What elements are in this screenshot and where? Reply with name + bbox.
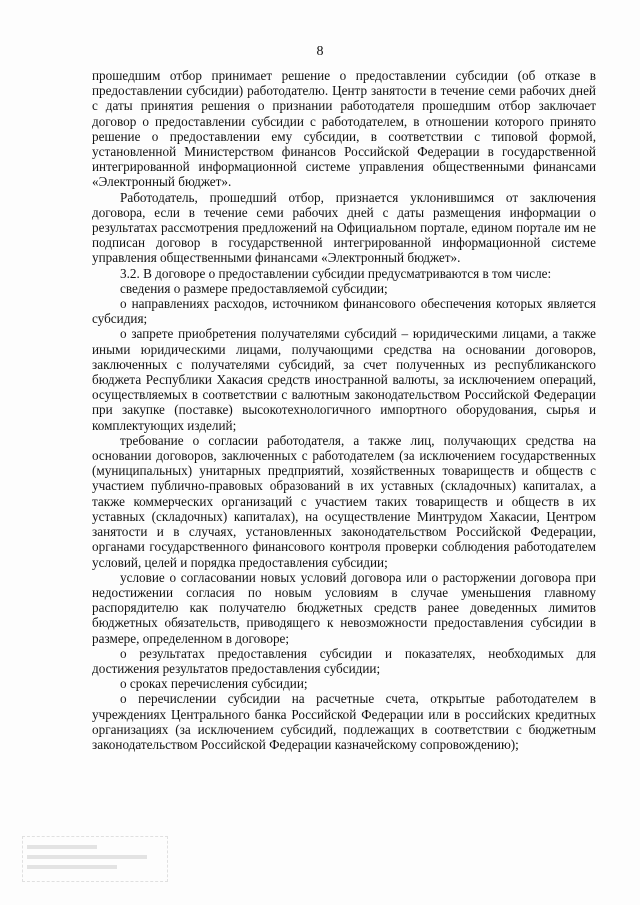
faded-stamp — [22, 836, 168, 882]
paragraph: требование о согласии работодателя, а также лиц, получающих средства на основании договоров, заключенных с работодателем (за исключением государственных (муниципальных) унитарных предприятий, хозяйственных товариществ и обществ с участием публично-правовых образований в их уставных (складочных) капиталах, а также коммерческих организаций с участием таких товариществ и обществ в их уставных (складочных) капиталах), на осуществление Минтрудом Хакасии, Центром занятости и в случаях, установленных законодательством Российской Федерации, органами государственного финансового контроля проверки соблюдения работодателем условий, целей и порядка предоставления субсидии; — [92, 432, 596, 570]
page-number: 8 — [316, 44, 324, 59]
paragraph: 3.2. В договоре о предоставлении субсидии предусматриваются в том числе: — [120, 265, 552, 281]
paragraph: о сроках перечисления субсидии; — [120, 676, 308, 692]
paragraph: о направлениях расходов, источником финансового обеспечения которых является субсидия; — [92, 296, 596, 327]
paragraph: о перечислении субсидии на расчетные счета, открытые работодателем в учреждениях Центрального банка Российской Федерации или в российских кредитных организациях (за исключением субсидий, подлежащих в соответствии с бюджетным законодательством Российской Федерации казначейскому сопровождению); — [92, 691, 596, 752]
paragraph: о запрете приобретения получателями субсидий – юридическими лицами, а также иными юридическими лицами, получающими средства на основании договоров, заключенных с получателями субсидий, за счет полученных из республиканского бюджета Республики Хакасия средств иностранной валюты, за исключением операций, осуществляемых в соответствии с валютным законодательством Российской Федерации при закупке (поставке) высокотехнологичного импортного оборудования, сырья и комплектующих изделий; — [92, 326, 596, 433]
paragraph: сведения о размере предоставляемой субсидии; — [120, 280, 388, 296]
paragraph: условие о согласовании новых условий договора или о расторжении договора при недостижении согласия по новым условиям в случае уменьшения главному распорядителю как получателю бюджетных средств ранее доведенных лимитов бюджетных обязательств, приводящего к невозможности предоставления субсидии в размере, определенном в договоре; — [92, 569, 596, 646]
document-body — [92, 68, 596, 752]
paragraph: прошедшим отбор принимает решение о предоставлении субсидии (об отказе в предоставлении субсидии) работодателю. Центр занятости в течение семи рабочих дней с даты принятия решения о признании работодателя прошедшим отбор заключает договор о предоставлении субсидии с работодателем, в отношении которого принято решение о предоставлении ему субсидии, в соответствии с типовой формой, установленной Министерством финансов Российской Федерации в государственной интегрированной информационной системе управления общественными финансами «Электронный бюджет». — [92, 68, 596, 190]
paragraph: Работодатель, прошедший отбор, признается уклонившимся от заключения договора, если в течение семи рабочих дней с даты размещения информации о результатах рассмотрения предложений на Официальном портале, едином портале им не подписан договор в государственной интегрированной информационной системе управления общественными финансами «Электронный бюджет». — [92, 189, 596, 266]
paragraph: о результатах предоставления субсидии и показателях, необходимых для достижения результатов предоставления субсидии; — [92, 645, 596, 676]
